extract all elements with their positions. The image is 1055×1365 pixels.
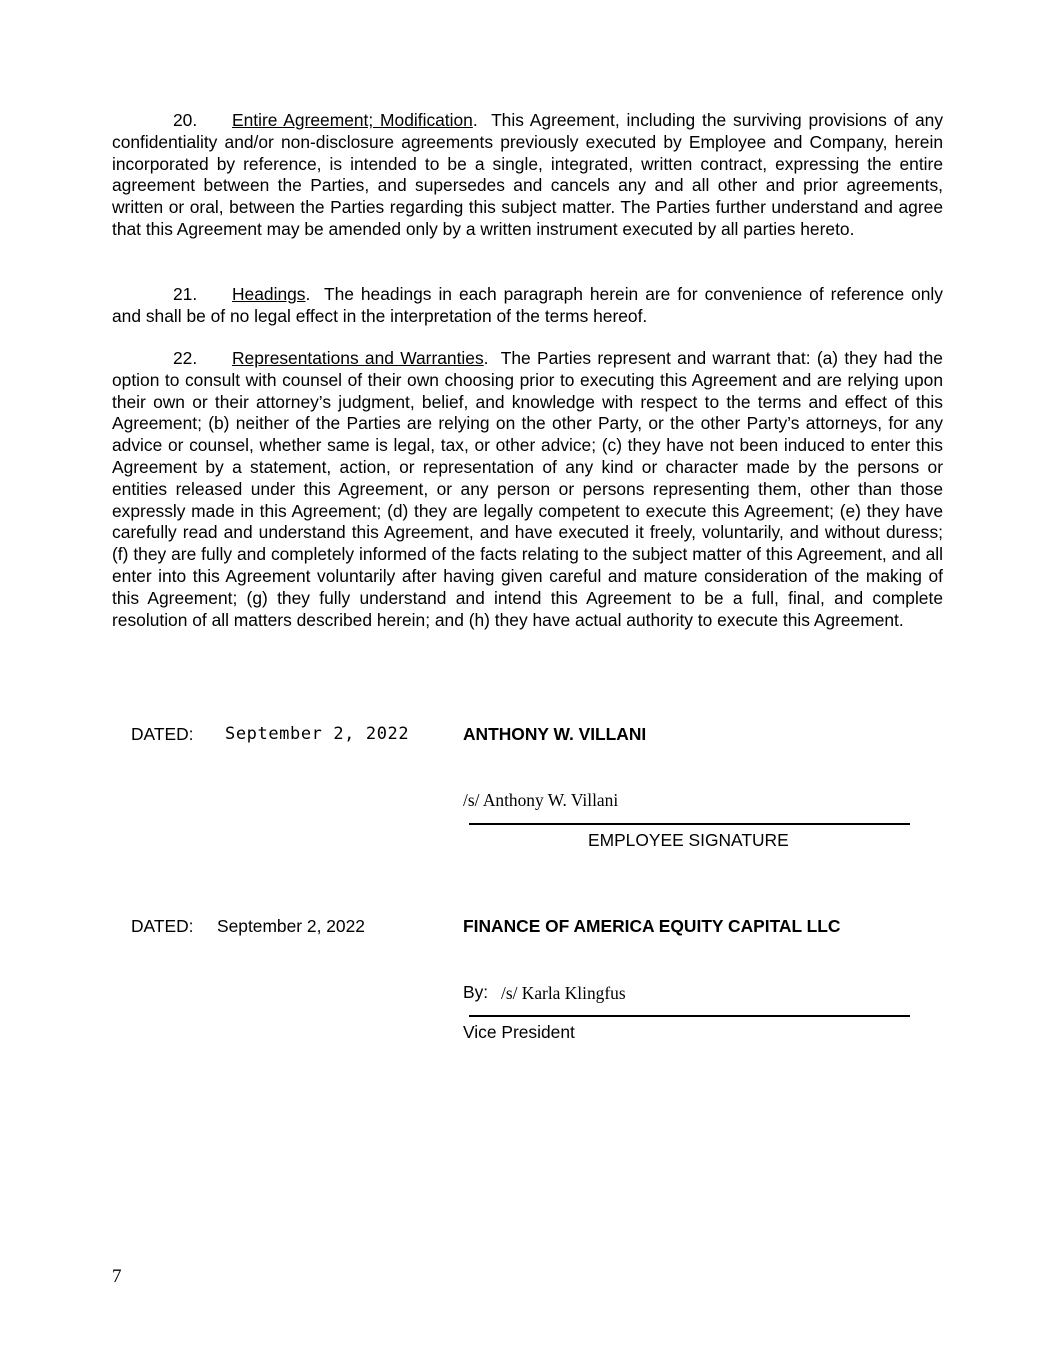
section-21: 21. Headings. The headings in each paragraph herein are for convenience of reference only and shall be of no legal effect in the interpretation of the terms hereof. (112, 284, 943, 326)
section-number: 20. (173, 110, 198, 130)
company-name: FINANCE OF AMERICA EQUITY CAPITAL LLC (463, 916, 841, 936)
dated-label: DATED: (131, 724, 194, 744)
section-heading: Representations and Warranties (232, 348, 484, 368)
signature-line (469, 1015, 910, 1017)
section-20: 20. Entire Agreement; Modification. This Agreement, including the surviving provisions of any confidentiality and/or non-disclosure agreements previously executed by Employee and Company, herein incorporated by reference, is intended to be a single, integrated, written contract, expressing the entire agreement between the Parties, and supersedes and cancels any and all other and prior agreements, written or oral, between the Parties regarding this subject matter. The Parties further understand and agree that this Agreement may be amended only by a written instrument executed by all parties hereto. (112, 110, 944, 239)
section-heading: Headings (232, 284, 306, 304)
company-signature: /s/ Karla Klingfus (501, 983, 626, 1003)
section-body: The headings in each paragraph herein are for convenience of reference only and shall be of no legal effect in the interpretation of the terms hereof. (112, 284, 943, 326)
employee-signature: /s/ Anthony W. Villani (463, 790, 619, 810)
company-signatory-title: Vice President (463, 1022, 575, 1042)
section-body: This Agreement, including the surviving provisions of any confidentiality and/or non-disclosure agreements previously executed by Employee and Company, herein incorporated by reference, is intended to be a single, integrated, written contract, expressing the entire agreement between the Parties, and supersedes and cancels any and all other and prior agreements, written or oral, between the Parties regarding this subject matter. The Parties further understand and agree that this Agreement may be amended only by a written instrument executed by all parties hereto. (112, 110, 944, 239)
by-label: By: (463, 982, 489, 1002)
employee-signature-caption: EMPLOYEE SIGNATURE (588, 830, 789, 850)
dated-label: DATED: (131, 916, 194, 936)
section-heading: Entire Agreement; Modification (232, 110, 473, 130)
company-date: September 2, 2022 (217, 916, 365, 936)
section-22: 22. Representations and Warranties. The Parties represent and warrant that: (a) they had the option to consult with counsel of their own choosing prior to executing this Agreement and are relying upon their own or their attorney’s judgment, belief, and knowledge with respect to the terms and effect of this Agreement; (b) neither of the Parties are relying on the other Party, or the other Party’s attorneys, for any advice or counsel, whether same is legal, tax, or other advice; (c) they have not been induced to enter this Agreement by a statement, action, or representation of any kind or character made by the persons or entities released under this Agreement, or any person or persons representing them, other than those expressly made in this Agreement; (d) they are legally competent to execute this Agreement; (e) they have carefully read and understand this Agreement, and have executed it freely, voluntarily, and without duress; (f) they are fully and completely informed of the facts relating to the subject matter of this Agreement, and all enter into this Agreement voluntarily after having given careful and mature consideration of the making of this Agreement; (g) they fully understand and intend this Agreement to be a full, final, and complete resolution of all matters described herein; and (h) they have actual authority to execute this Agreement. (112, 348, 943, 630)
section-number: 22. (173, 348, 198, 368)
page-number: 7 (112, 1266, 122, 1287)
signature-line (469, 823, 910, 825)
employee-date: September 2, 2022 (225, 724, 410, 744)
employee-name: ANTHONY W. VILLANI (463, 724, 647, 744)
section-body: The Parties represent and warrant that: (a) they had the option to consult with counsel of their own choosing prior to executing this Agreement and are relying upon their own or their attorney’s judgment, belief, and knowledge with respect to the terms and effect of this Agreement; (b) neither of the Parties are relying on the other Party, or the other Party’s attorneys, for any advice or counsel, whether same is legal, tax, or other advice; (c) they have not been induced to enter this Agreement by a statement, action, or representation of any kind or character made by the persons or entities released under this Agreement, or any person or persons representing them, other than those expressly made in this Agreement; (d) they are legally competent to execute this Agreement; (e) they have carefully read and understand this Agreement, and have executed it freely, voluntarily, and without duress; (f) they are fully and completely informed of the facts relating to the subject matter of this Agreement, and all enter into this Agreement voluntarily after having given careful and mature consideration of the making of this Agreement; (g) they fully understand and intend this Agreement to be a full, final, and complete resolution of all matters described herein; and (h) they have actual authority to execute this Agreement. (112, 348, 943, 630)
section-number: 21. (173, 284, 198, 304)
